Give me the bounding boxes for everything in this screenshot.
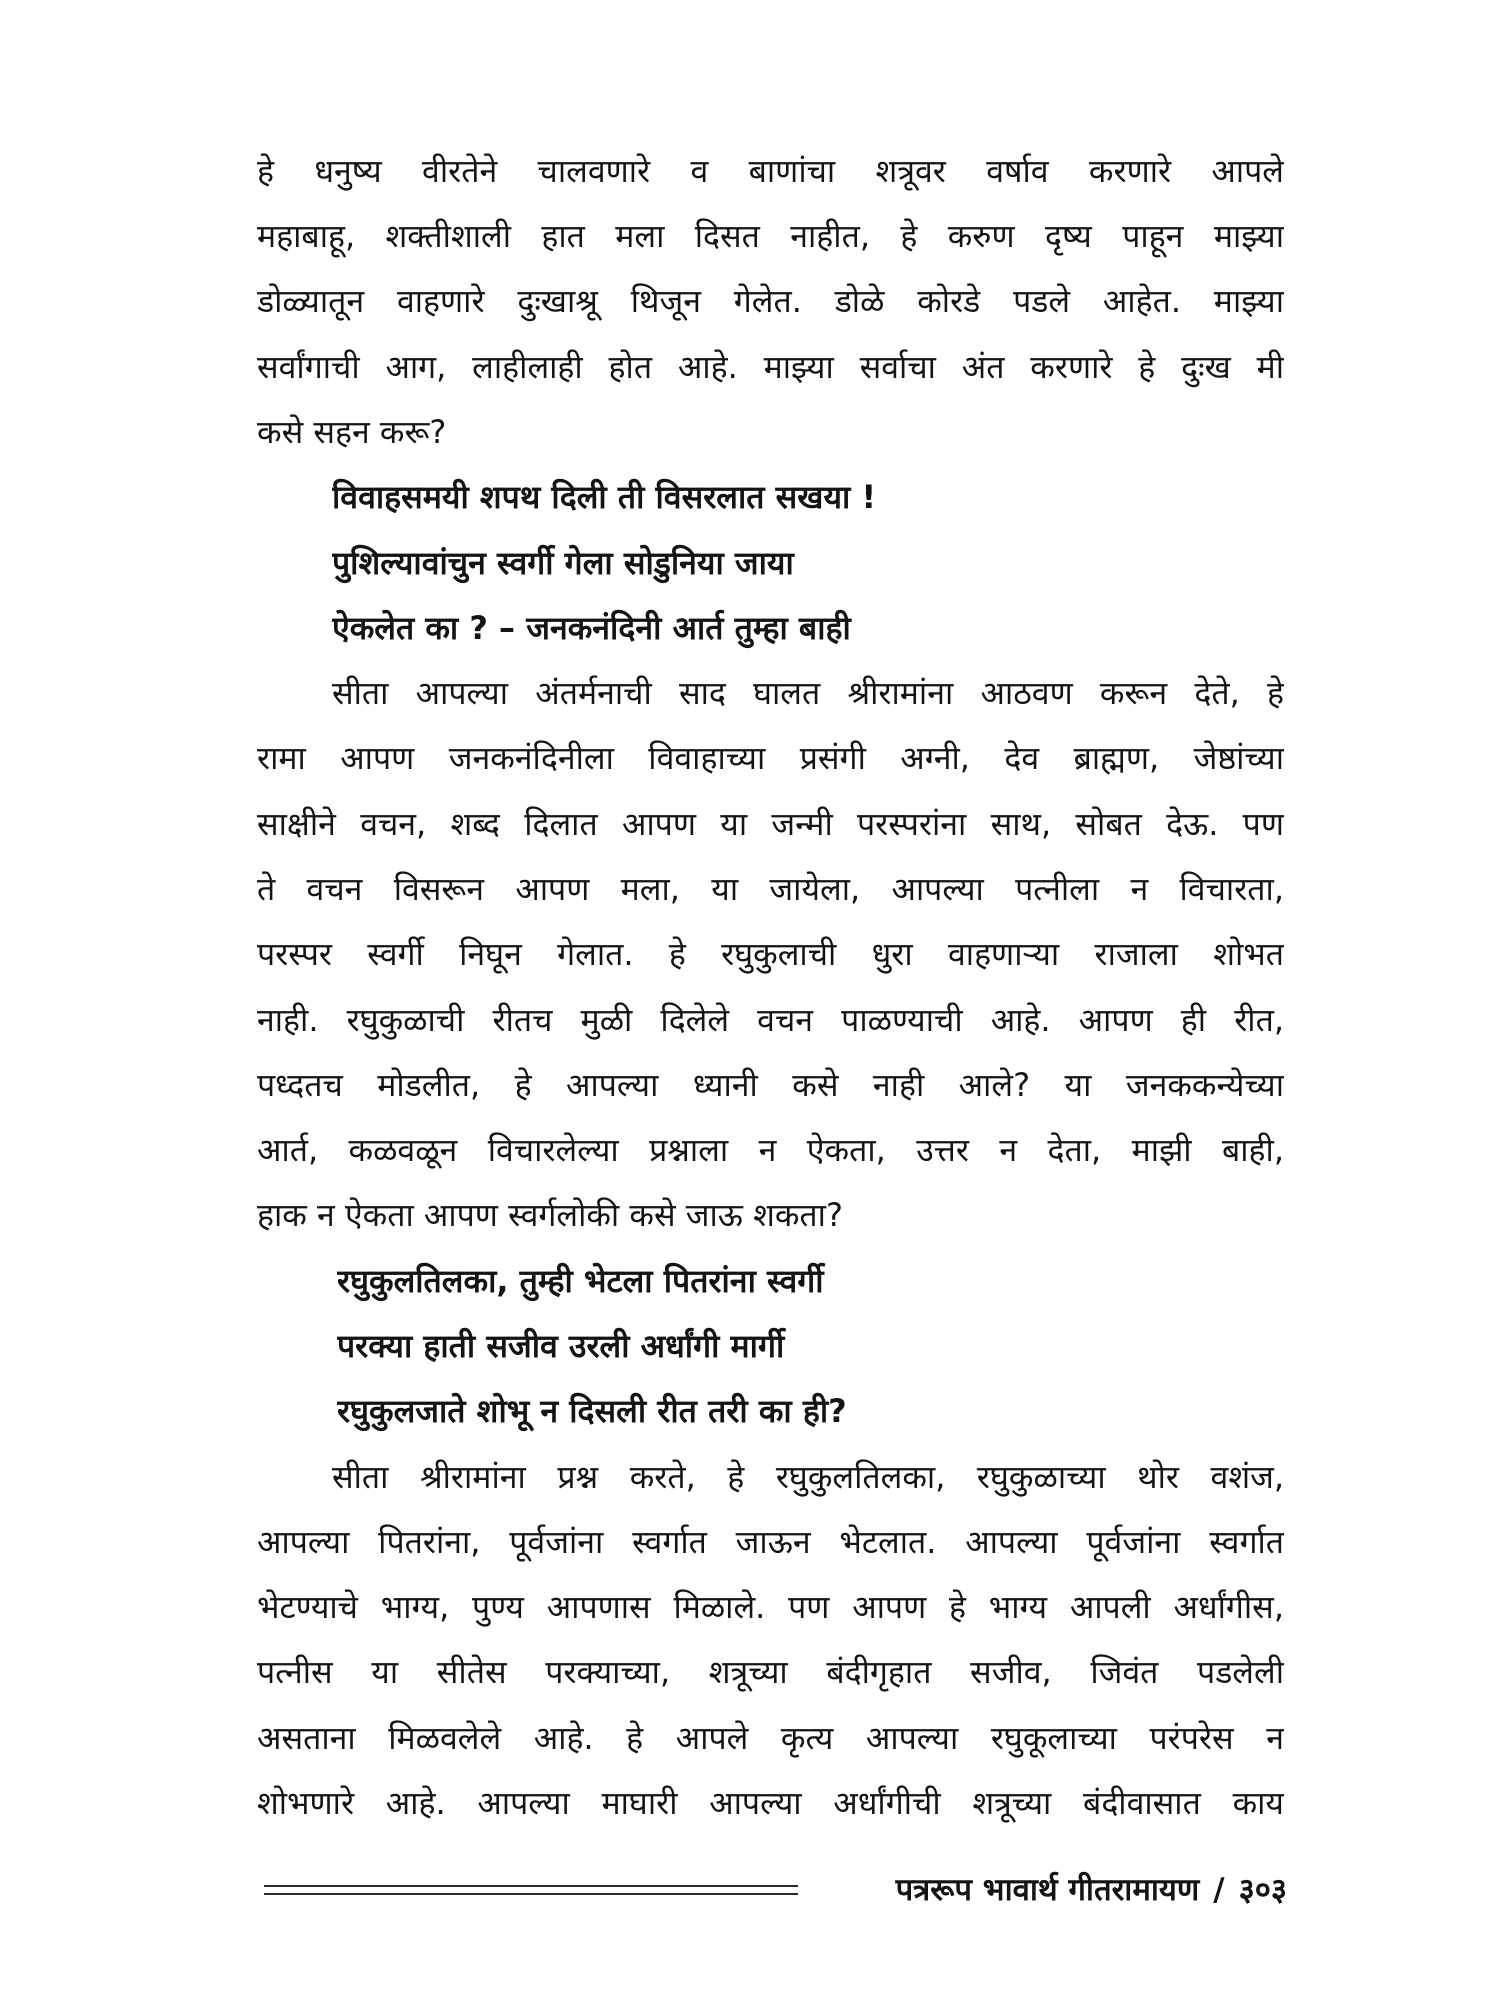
running-title: पत्ररूप भावार्थ गीतरामायण bbox=[895, 1872, 1200, 1908]
verse-line: विवाहसमयी शपथ दिली ती विसरलात सखया ! bbox=[332, 478, 877, 516]
footer-rule bbox=[264, 1885, 798, 1887]
paragraph-line: डोळ्यातून वाहणारे दुःखाश्रू थिजून गेलेत. डोळे कोरडे पडले आहेत. माझ्या bbox=[257, 282, 1284, 320]
verse-line: परक्या हाती सजीव उरली अर्धांगी मार्गी bbox=[337, 1327, 785, 1365]
paragraph-line: आपल्या पितरांना, पूर्वजांना स्वर्गात जाऊन भेटलात. आपल्या पूर्वजांना स्वर्गात bbox=[257, 1523, 1284, 1561]
paragraph-line: असताना मिळवलेले आहे. हे आपले कृत्य आपल्या रघुकूलाच्या परंपरेस न bbox=[257, 1719, 1284, 1757]
page-number: ३०३ bbox=[1238, 1872, 1287, 1908]
footer-caption bbox=[760, 1862, 1287, 1918]
paragraph-line: सीता आपल्या अंतर्मनाची साद घालत श्रीरामांना आठवण करून देते, हे bbox=[332, 674, 1284, 712]
verse-line: पुशिल्यावांचुन स्वर्गी गेला सोडुनिया जाया bbox=[332, 544, 794, 582]
paragraph-line: महाबाहू, शक्तीशाली हात मला दिसत नाहीत, हे करुण दृष्य पाहून माझ्या bbox=[257, 217, 1284, 255]
title-separator: / bbox=[1213, 1872, 1225, 1908]
footer-rule bbox=[264, 1893, 798, 1895]
paragraph-line: सर्वांगाची आग, लाहीलाही होत आहे. माझ्या सर्वाचा अंत करणारे हे दुःख मी bbox=[257, 348, 1284, 386]
verse-line: ऐकलेत का ? – जनकनंदिनी आर्त तुम्हा बाही bbox=[332, 609, 851, 647]
paragraph-line: आर्त, कळवळून विचारलेल्या प्रश्नाला न ऐकता, उत्तर न देता, माझी बाही, bbox=[257, 1131, 1284, 1169]
paragraph-line: शोभणारे आहे. आपल्या माघारी आपल्या अर्धांगीची शत्रूच्या बंदीवासात काय bbox=[257, 1784, 1284, 1822]
paragraph-line: साक्षीने वचन, शब्द दिलात आपण या जन्मी परस्परांना साथ, सोबत देऊ. पण bbox=[257, 805, 1284, 843]
verse-line: रघुकुलजाते शोभू न दिसली रीत तरी का ही? bbox=[337, 1392, 847, 1430]
verse-line: रघुकुलतिलका, तुम्ही भेटला पितरांना स्वर्गी bbox=[337, 1262, 824, 1300]
paragraph-line: हे धनुष्य वीरतेने चालवणारे व बाणांचा शत्रूवर वर्षाव करणारे आपले bbox=[257, 152, 1284, 190]
paragraph-line: हाक न ऐकता आपण स्वर्गलोकी कसे जाऊ शकता? bbox=[257, 1196, 843, 1234]
paragraph-line: ते वचन विसरून आपण मला, या जायेला, आपल्या पत्नीला न विचारता, bbox=[257, 870, 1284, 908]
paragraph-line: सीता श्रीरामांना प्रश्न करते, हे रघुकुलतिलका, रघुकुळाच्या थोर वशंज, bbox=[332, 1458, 1284, 1496]
paragraph-line: कसे सहन करू? bbox=[257, 413, 447, 451]
paragraph-line: पत्नीस या सीतेस परक्याच्या, शत्रूच्या बंदीगृहात सजीव, जिवंत पडलेली bbox=[257, 1653, 1284, 1691]
paragraph-line: परस्पर स्वर्गी निघून गेलात. हे रघुकुलाची धुरा वाहणाऱ्या राजाला शोभत bbox=[257, 935, 1284, 973]
paragraph-line: भेटण्याचे भाग्य, पुण्य आपणास मिळाले. पण आपण हे भाग्य आपली अर्धांगीस, bbox=[257, 1588, 1284, 1626]
paragraph-line: रामा आपण जनकनंदिनीला विवाहाच्या प्रसंगी अग्नी, देव ब्राह्मण, जेष्ठांच्या bbox=[257, 739, 1284, 777]
paragraph-line: नाही. रघुकुळाची रीतच मुळी दिलेले वचन पाळण्याची आहे. आपण ही रीत, bbox=[257, 1001, 1284, 1039]
paragraph-line: पध्दतच मोडलीत, हे आपल्या ध्यानी कसे नाही आले? या जनककन्येच्या bbox=[257, 1066, 1284, 1104]
